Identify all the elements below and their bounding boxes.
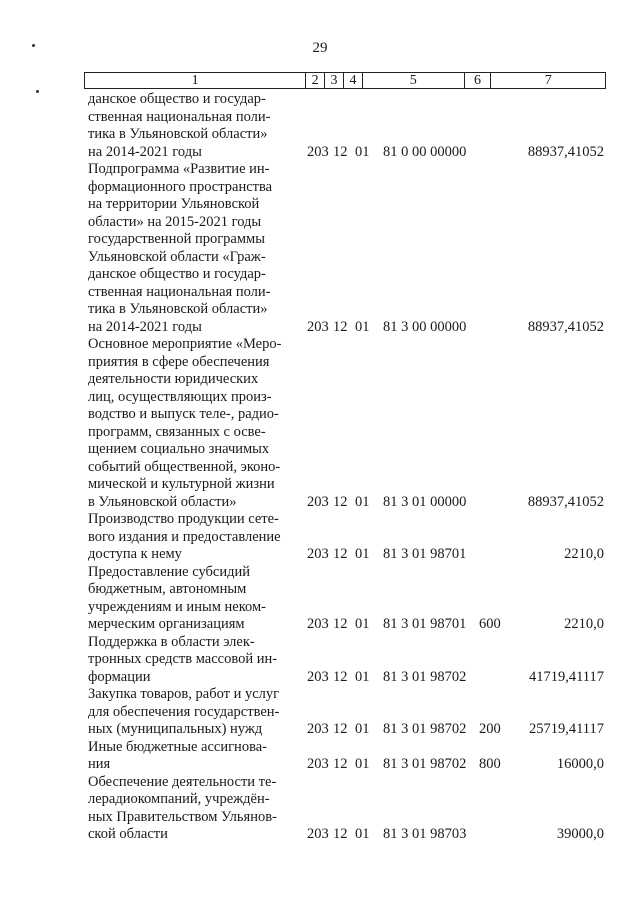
table-row	[88, 564, 608, 634]
subsection-code: 01	[355, 721, 370, 737]
table-body	[88, 91, 608, 844]
amount: 2210,0	[564, 546, 604, 562]
page-number: 29	[312, 40, 328, 56]
description-line: доступа к нему	[88, 546, 182, 562]
description-line: событий общественной, эконо-	[88, 458, 281, 475]
amount: 88937,41052	[527, 143, 604, 160]
section-code: 12	[333, 318, 348, 335]
subsection-code: 01	[355, 143, 370, 160]
subsection-code: 01	[355, 756, 370, 772]
row-codes	[88, 319, 604, 337]
target-article-code: 81 3 01 98702	[383, 668, 467, 685]
description-line: Ульяновской области «Граж-	[88, 248, 266, 265]
grbs-code: 203	[307, 546, 329, 562]
section-code: 12	[333, 493, 348, 510]
description-line: Предоставление субсидий	[88, 563, 251, 580]
row-codes	[88, 826, 604, 844]
description-line: деятельности юридических	[88, 371, 259, 387]
grbs-code: 203	[307, 143, 329, 160]
table-row	[88, 91, 608, 161]
table-row	[88, 774, 608, 844]
grbs-code: 203	[307, 668, 329, 685]
description-line: на 2014-2021 годы	[88, 318, 202, 335]
amount: 2210,0	[564, 616, 604, 632]
description-line: тронных средств массовой ин-	[88, 651, 278, 667]
description-line: государственной программы	[88, 231, 265, 247]
amount: 39000,0	[556, 826, 604, 842]
section-code: 12	[333, 668, 348, 685]
header-col-7: 7	[544, 73, 552, 88]
subsection-code: 01	[355, 668, 370, 685]
description-line: на 2014-2021 годы	[88, 143, 202, 160]
subsection-code: 01	[355, 493, 370, 510]
amount: 88937,41052	[527, 318, 604, 335]
subsection-code: 01	[355, 826, 370, 842]
target-article-code: 81 3 01 98702	[383, 756, 467, 772]
description-line: данское общество и государ-	[88, 91, 266, 107]
description-line: бюджетным, автономным	[88, 581, 247, 597]
subsection-code: 01	[355, 318, 370, 335]
description-line: ской области	[88, 826, 168, 842]
description-line: программ, связанных с осве-	[88, 423, 266, 440]
target-article-code: 81 0 00 00000	[383, 143, 467, 160]
target-article-code: 81 3 01 98701	[383, 616, 467, 632]
description-line: Производство продукции сете-	[88, 511, 279, 527]
description-line: приятия в сфере обеспечения	[88, 353, 270, 370]
description-line: Иные бюджетные ассигнова-	[88, 738, 267, 755]
description-line: формации	[88, 668, 151, 685]
section-code: 12	[333, 616, 348, 632]
subsection-code: 01	[355, 546, 370, 562]
grbs-code: 203	[307, 616, 329, 632]
header-col-5: 5	[363, 73, 465, 88]
description-line: области» на 2015-2021 годы	[88, 213, 262, 230]
amount: 16000,0	[556, 756, 604, 772]
grbs-code: 203	[307, 493, 329, 510]
expense-type-code: 600	[479, 616, 501, 632]
description-line: для обеспечения государствен-	[88, 703, 280, 720]
section-code: 12	[333, 143, 348, 160]
grbs-code: 203	[307, 826, 329, 842]
target-article-code: 81 3 01 98701	[383, 546, 467, 562]
description-line: Подпрограмма «Развитие ин-	[88, 161, 270, 177]
description-line: ных (муниципальных) нужд	[88, 721, 263, 737]
row-description	[88, 336, 298, 511]
table-row	[88, 161, 608, 336]
description-line: щением социально значимых	[88, 441, 270, 457]
row-codes	[88, 669, 604, 687]
section-code: 12	[333, 546, 348, 562]
header-col-3: 3	[325, 73, 344, 88]
table-header	[84, 72, 606, 89]
target-article-code: 81 3 00 00000	[383, 318, 467, 335]
section-code: 12	[333, 826, 348, 842]
description-line: лиц, осуществляющих произ-	[88, 388, 272, 405]
row-codes	[88, 546, 604, 564]
table-row	[88, 739, 608, 774]
header-col-4: 4	[344, 73, 363, 88]
description-line: Поддержка в области элек-	[88, 633, 255, 650]
row-description	[88, 161, 298, 336]
description-line: водство и выпуск теле-, радио-	[88, 406, 279, 422]
grbs-code: 203	[307, 318, 329, 335]
target-article-code: 81 3 01 98702	[383, 721, 467, 737]
description-line: на территории Ульяновской	[88, 196, 260, 212]
description-line: учреждениям и иным неком-	[88, 598, 266, 615]
header-col-6: 6	[465, 73, 492, 88]
row-codes	[88, 616, 604, 634]
description-line: мерческим организациям	[88, 616, 245, 632]
description-line: ния	[88, 756, 111, 772]
description-line: тика в Ульяновской области»	[88, 301, 268, 317]
section-code: 12	[333, 756, 348, 772]
scan-speck	[36, 90, 39, 93]
description-line: ственная национальная поли-	[88, 283, 271, 300]
row-codes	[88, 144, 604, 162]
description-line: ственная национальная поли-	[88, 108, 271, 125]
description-line: мической и культурной жизни	[88, 476, 275, 492]
description-line: тика в Ульяновской области»	[88, 126, 268, 142]
amount: 41719,41117	[528, 668, 604, 685]
description-line: лерадиокомпаний, учреждён-	[88, 791, 270, 807]
grbs-code: 203	[307, 756, 329, 772]
table-row	[88, 511, 608, 564]
description-line: в Ульяновской области»	[88, 493, 237, 510]
description-line: данское общество и государ-	[88, 266, 266, 282]
table-row	[88, 336, 608, 511]
description-line: Обеспечение деятельности те-	[88, 773, 277, 790]
grbs-code: 203	[307, 721, 329, 737]
description-line: вого издания и предоставление	[88, 528, 281, 545]
section-code: 12	[333, 721, 348, 737]
row-codes	[88, 756, 604, 774]
description-line: ных Правительством Ульянов-	[88, 808, 277, 825]
table-row	[88, 686, 608, 739]
amount: 25719,41117	[528, 721, 604, 737]
header-col-2: 2	[306, 73, 325, 88]
expense-type-code: 800	[479, 756, 501, 772]
header-col-1: 1	[85, 73, 306, 88]
description-line: формационного пространства	[88, 178, 273, 195]
target-article-code: 81 3 01 00000	[383, 493, 467, 510]
description-line: Основное мероприятие «Меро-	[88, 336, 282, 352]
row-codes	[88, 494, 604, 512]
table-row	[88, 634, 608, 687]
expense-type-code: 200	[479, 721, 501, 737]
row-codes	[88, 721, 604, 739]
subsection-code: 01	[355, 616, 370, 632]
description-line: Закупка товаров, работ и услуг	[88, 686, 280, 702]
amount: 88937,41052	[527, 493, 604, 510]
target-article-code: 81 3 01 98703	[383, 826, 467, 842]
